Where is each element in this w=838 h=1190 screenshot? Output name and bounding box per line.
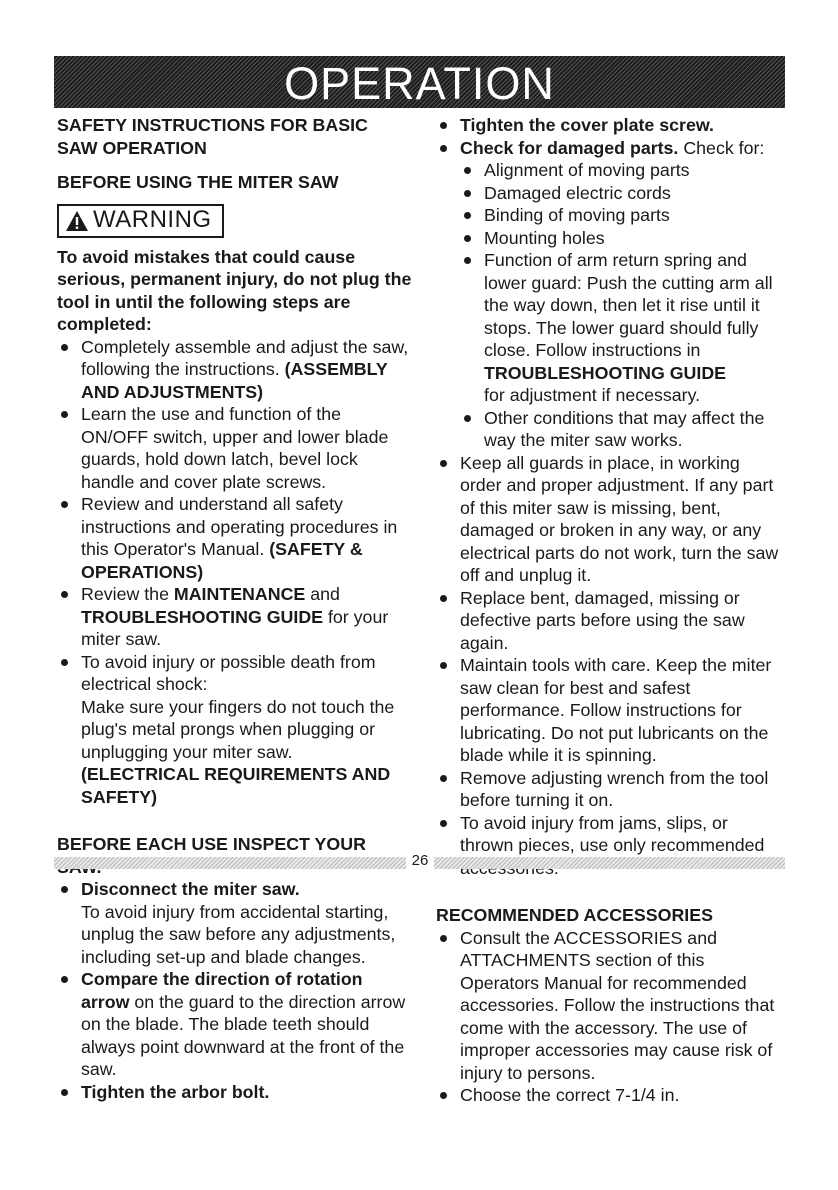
check-sublist xyxy=(460,159,786,452)
left-column xyxy=(57,114,412,1103)
list-item: Remove adjusting wrench from the tool before turning it on. xyxy=(436,767,786,812)
sublist-item: Function of arm return spring and lower guard: Push the cutting arm all the way down, then let it rise until it stops. The lower guard should fully close. Follow instructions in TROUBLESHOOTING GUIDE for adjustment if necessary. xyxy=(460,249,786,407)
footer-bar-right xyxy=(434,857,785,869)
list-item: Compare the direction of rotation arrow on the guard to the direction arrow on the blade. The blade teeth should always point downward at the front of the saw. xyxy=(57,968,412,1081)
list-item: Learn the use and function of the ON/OFF switch, upper and lower blade guards, hold down latch, bevel lock handle and cover plate screws. xyxy=(57,403,412,493)
heading-before-each-use: BEFORE EACH USE INSPECT YOUR xyxy=(57,834,366,854)
list-item: Check for damaged parts. Check for: xyxy=(436,137,786,160)
warning-text: To avoid mistakes that could cause serious, permanent injury, do not plug the tool in until the following steps are completed: xyxy=(57,246,412,334)
section-banner xyxy=(54,56,785,108)
page-number: 26 xyxy=(411,852,429,869)
list-item: To avoid injury or possible death from electrical shock: Make sure your fingers do not touch the plug's metal prongs when plugging or unplugging your miter saw. (ELECTRICAL REQUIREMENTS AND SAFETY) xyxy=(57,651,412,809)
list-item: To avoid injury from jams, slips, or thrown pieces, use only recommended xyxy=(436,812,786,880)
heading-recommended-accessories: RECOMMENDED ACCESSORIES xyxy=(436,905,713,925)
sublist-item: Alignment of moving parts xyxy=(460,159,786,182)
sublist-item: Binding of moving parts xyxy=(460,204,786,227)
list-item: Tighten the arbor bolt. xyxy=(57,1081,412,1104)
right-column xyxy=(436,114,786,1107)
sublist-item: Other conditions that may affect the way the miter saw works. xyxy=(460,407,786,452)
inspect-list-continued xyxy=(436,114,786,159)
heading-before-using: BEFORE USING THE MITER SAW xyxy=(57,172,339,192)
list-item: Consult the ACCESSORIES and ATTACHMENTS section of this Operators Manual for recommended accessories. Follow the instructions that come with the accessory. The use of improper accessories may cause risk of injury to persons. xyxy=(436,927,786,1085)
guard-list xyxy=(436,452,786,880)
list-item: Keep all guards in place, in working order and proper adjustment. If any part of this miter saw is missing, bent, damaged or broken in any way, or any electrical parts do not work, turn the saw off and unplug it. xyxy=(436,452,786,587)
heading-safety-instructions: SAFETY INSTRUCTIONS FOR BASIC SAW OPERATION xyxy=(57,115,368,158)
warning-box xyxy=(57,204,224,238)
list-item: Tighten the cover plate screw. xyxy=(436,114,786,137)
list-item: Review and understand all safety instructions and operating procedures in this Operator's Manual. (SAFETY & OPERATIONS) xyxy=(57,493,412,583)
section-title: OPERATION xyxy=(284,57,555,109)
warning-label: WARNING xyxy=(93,206,212,234)
list-item: Disconnect the miter saw. To avoid injury from accidental starting, unplug the saw before any adjustments, including set-up and blade changes. xyxy=(57,878,412,968)
list-item: Completely assemble and adjust the saw, following the instructions. (ASSEMBLY AND ADJUSTMENTS) xyxy=(57,336,412,404)
list-item: Maintain tools with care. Keep the miter saw clean for best and safest performance. Follow instructions for lubricating. Do not put lubricants on the blade while it is spinning. xyxy=(436,654,786,767)
page-footer xyxy=(54,852,785,871)
list-item: Choose the correct 7-1/4 in. xyxy=(436,1084,786,1107)
accessories-list xyxy=(436,927,786,1107)
footer-bar-left xyxy=(54,857,406,869)
before-use-list xyxy=(57,336,412,809)
sublist-item: Mounting holes xyxy=(460,227,786,250)
warning-triangle-icon xyxy=(65,210,89,232)
list-item: Review the MAINTENANCE and TROUBLESHOOTING GUIDE for your miter saw. xyxy=(57,583,412,651)
sublist-item: Damaged electric cords xyxy=(460,182,786,205)
list-item: Replace bent, damaged, missing or defective parts before using the saw again. xyxy=(436,587,786,655)
inspect-list xyxy=(57,878,412,1103)
